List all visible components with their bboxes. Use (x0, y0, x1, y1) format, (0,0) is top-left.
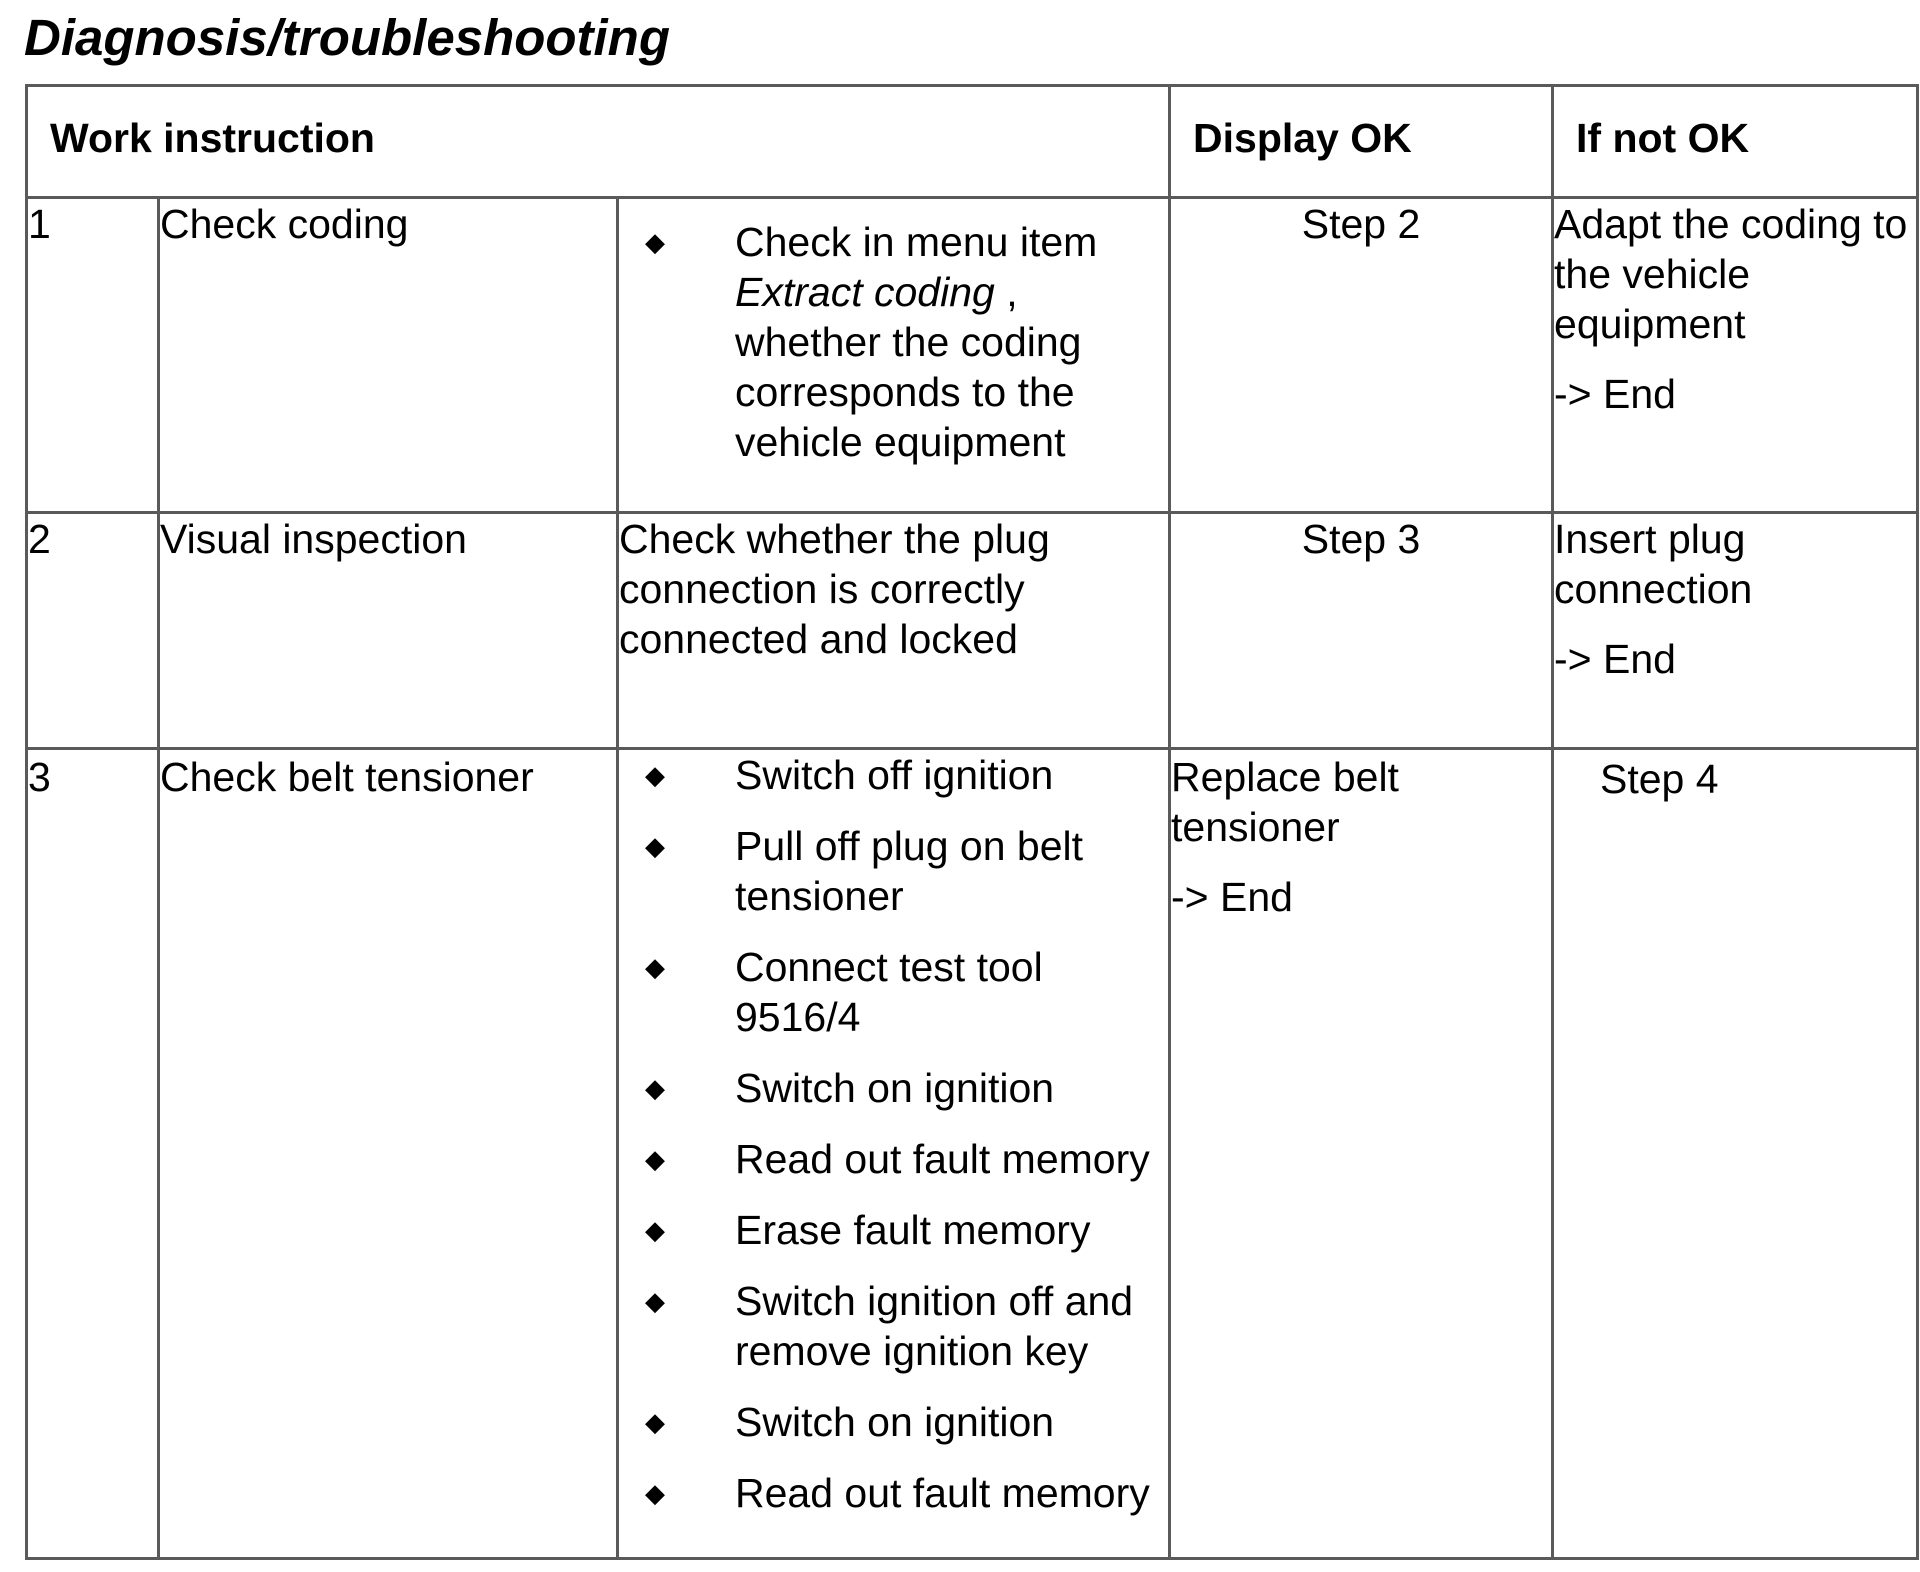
if-not-ok-text: Adapt the coding to the vehicle equipment (1554, 201, 1908, 347)
display-ok-value: Step 2 (1170, 198, 1553, 513)
page-title: Diagnosis/troubleshooting (24, 9, 670, 66)
diamond-bullet-icon: ◆ (645, 1144, 665, 1174)
table-row (27, 513, 1918, 749)
display-ok-text: Replace belt tensioner (1171, 754, 1399, 850)
instruction-item (619, 217, 1158, 467)
instruction-item (619, 1276, 1158, 1376)
step-name: Visual inspection (159, 513, 618, 749)
diamond-bullet-icon: ◆ (645, 1215, 665, 1245)
instruction-text: Switch ignition off and remove ignition key (735, 1278, 1134, 1374)
end-marker: -> End (1171, 874, 1293, 920)
diamond-bullet-icon: ◆ (645, 1286, 665, 1316)
diamond-bullet-icon: ◆ (645, 952, 665, 982)
instruction-text-pre: Check in menu item (735, 219, 1098, 265)
display-ok-value: Step 3 (1170, 513, 1553, 749)
instruction-item (619, 821, 1158, 921)
step-name: Check coding (159, 198, 618, 513)
diamond-bullet-icon: ◆ (645, 1407, 665, 1437)
diamond-bullet-icon: ◆ (645, 831, 665, 861)
end-marker: -> End (1554, 636, 1676, 682)
instruction-item (619, 1205, 1158, 1255)
menu-item-name: Extract coding (735, 269, 995, 315)
instruction-text: Switch off ignition (735, 752, 1054, 798)
step-number: 2 (27, 513, 159, 749)
step-instructions: Check whether the plug connection is correctly connected and locked (618, 513, 1170, 749)
table-row (27, 198, 1918, 513)
instruction-text: Erase fault memory (735, 1207, 1091, 1253)
instruction-item (619, 1134, 1158, 1184)
if-not-ok-value (1553, 198, 1918, 513)
instruction-text-post: , whether the coding corresponds to the vehicle equipment (735, 269, 1082, 465)
instruction-text: Switch on ignition (735, 1399, 1055, 1445)
instruction-item (619, 1063, 1158, 1113)
if-not-ok-value: Step 4 (1553, 749, 1918, 1559)
diamond-bullet-icon: ◆ (645, 1478, 665, 1508)
step-number: 3 (27, 749, 159, 1559)
header-if-not-ok: If not OK (1553, 86, 1918, 198)
instruction-text: Connect test tool 9516/4 (735, 944, 1043, 1040)
diamond-bullet-icon: ◆ (645, 1073, 665, 1103)
table-row (27, 749, 1918, 1559)
step-number: 1 (27, 198, 159, 513)
diamond-bullet-icon: ◆ (645, 760, 665, 790)
instruction-text: Read out fault memory (735, 1470, 1150, 1516)
header-work-instruction: Work instruction (27, 86, 1170, 198)
if-not-ok-text: Insert plug connection (1554, 516, 1753, 612)
diagnosis-table (25, 84, 1919, 1560)
table-header-row (27, 86, 1918, 198)
instruction-text: Switch on ignition (735, 1065, 1055, 1111)
header-display-ok: Display OK (1170, 86, 1553, 198)
step-instructions (618, 198, 1170, 513)
step-instructions (618, 749, 1170, 1559)
if-not-ok-value (1553, 513, 1918, 749)
instruction-item (619, 750, 1158, 800)
instruction-text: Read out fault memory (735, 1136, 1150, 1182)
instruction-item (619, 1397, 1158, 1447)
instruction-text: Pull off plug on belt tensioner (735, 823, 1083, 919)
display-ok-value (1170, 749, 1553, 1559)
instruction-item (619, 1468, 1158, 1518)
instruction-item (619, 942, 1158, 1042)
step-name: Check belt tensioner (159, 749, 618, 1559)
diamond-bullet-icon: ◆ (645, 227, 665, 257)
end-marker: -> End (1554, 371, 1676, 417)
